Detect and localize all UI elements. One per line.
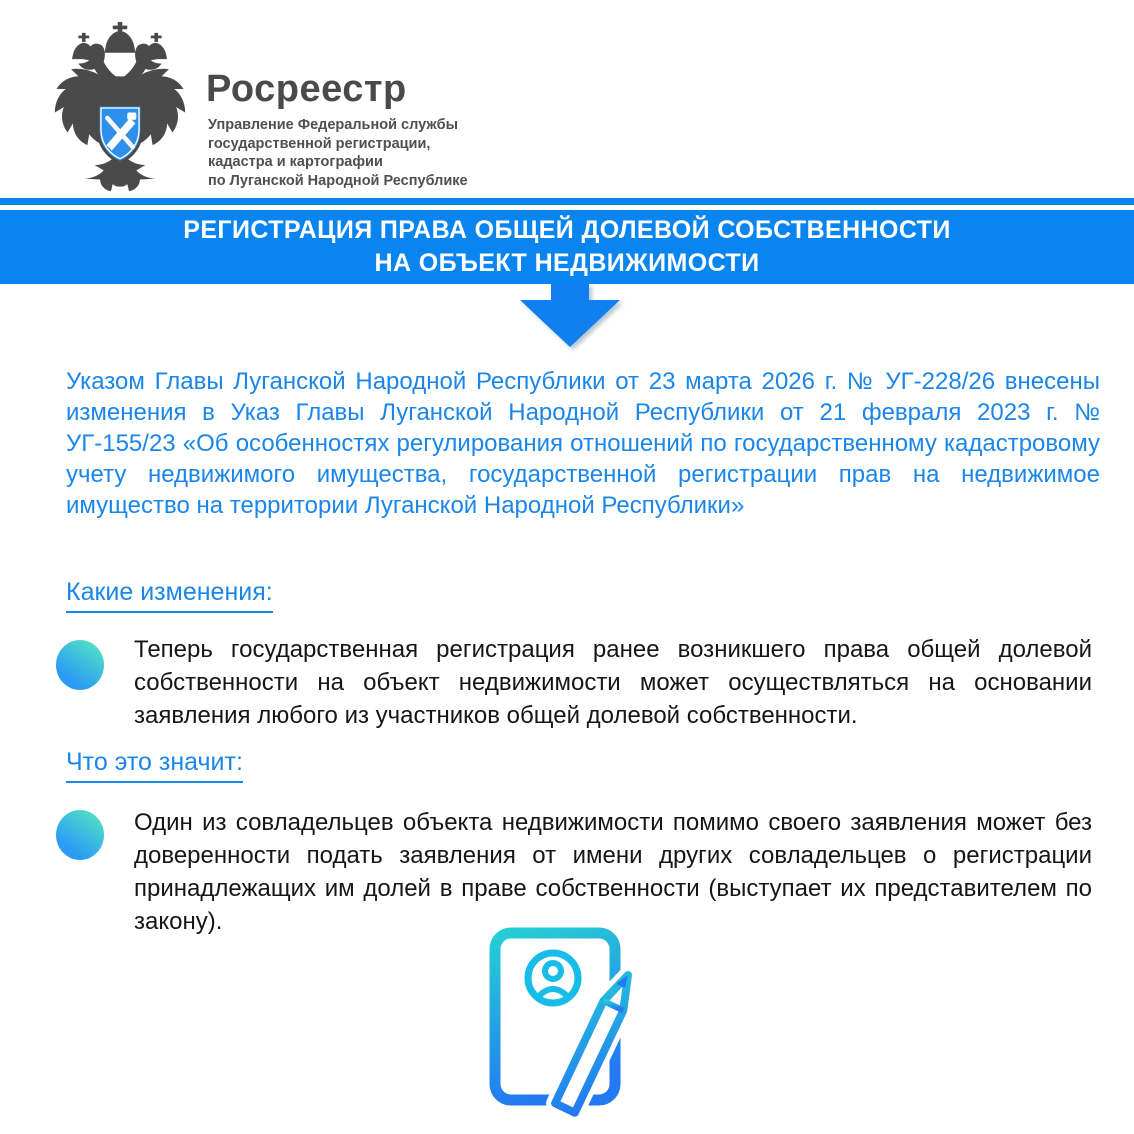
bullet-dot-icon	[56, 810, 104, 860]
org-line: кадастра и картографии	[208, 154, 383, 170]
section-heading-changes: Какие изменения:	[66, 578, 273, 613]
bullet-dot-icon	[56, 640, 104, 690]
section-heading-meaning: Что это значит:	[66, 748, 243, 783]
title-banner	[0, 210, 1134, 284]
document-signing-icon	[482, 925, 662, 1134]
person-avatar-icon	[528, 953, 578, 1003]
accent-strip	[0, 198, 1134, 205]
org-name	[208, 116, 468, 190]
down-arrow-icon	[514, 283, 626, 349]
banner-title-line1: РЕГИСТРАЦИЯ ПРАВА ОБЩЕЙ ДОЛЕВОЙ СОБСТВЕННОСТИ	[183, 216, 951, 244]
intro-paragraph: Указом Главы Луганской Народной Республики от 23 марта 2026 г. № УГ-228/26 внесены изменения в Указ Главы Луганской Народной Республики от 21 февраля 2023 г. № УГ-155/23 «Об особенностях регулирования отношений по государственному кадастровому учету недвижимого имущества, государственной регистрации прав на недвижимое имущество на территории Луганской Народной Республики»	[66, 368, 1100, 519]
brand-name: Росреестр	[206, 68, 407, 110]
bullet-text-changes: Теперь государственная регистрация ранее возникшего права общей долевой собственности на объект недвижимости может осуществляться на основании заявления любого из участников общей долевой собственности.	[134, 636, 1092, 729]
bullet-text-meaning: Один из совладельцев объекта недвижимости помимо своего заявления может без доверенности подать заявления от имени других совладельцев о регистрации принадлежащих им долей в праве собственности (выступает их представителем по закону).	[134, 809, 1092, 935]
banner-title-line2: НА ОБЪЕКТ НЕДВИЖИМОСТИ	[374, 249, 760, 277]
org-line: государственной регистрации,	[208, 135, 431, 152]
org-line: Управление Федеральной службы	[208, 117, 458, 133]
org-line: по Луганской Народной Республике	[208, 172, 468, 189]
rosreestr-emblem-icon	[44, 22, 196, 194]
